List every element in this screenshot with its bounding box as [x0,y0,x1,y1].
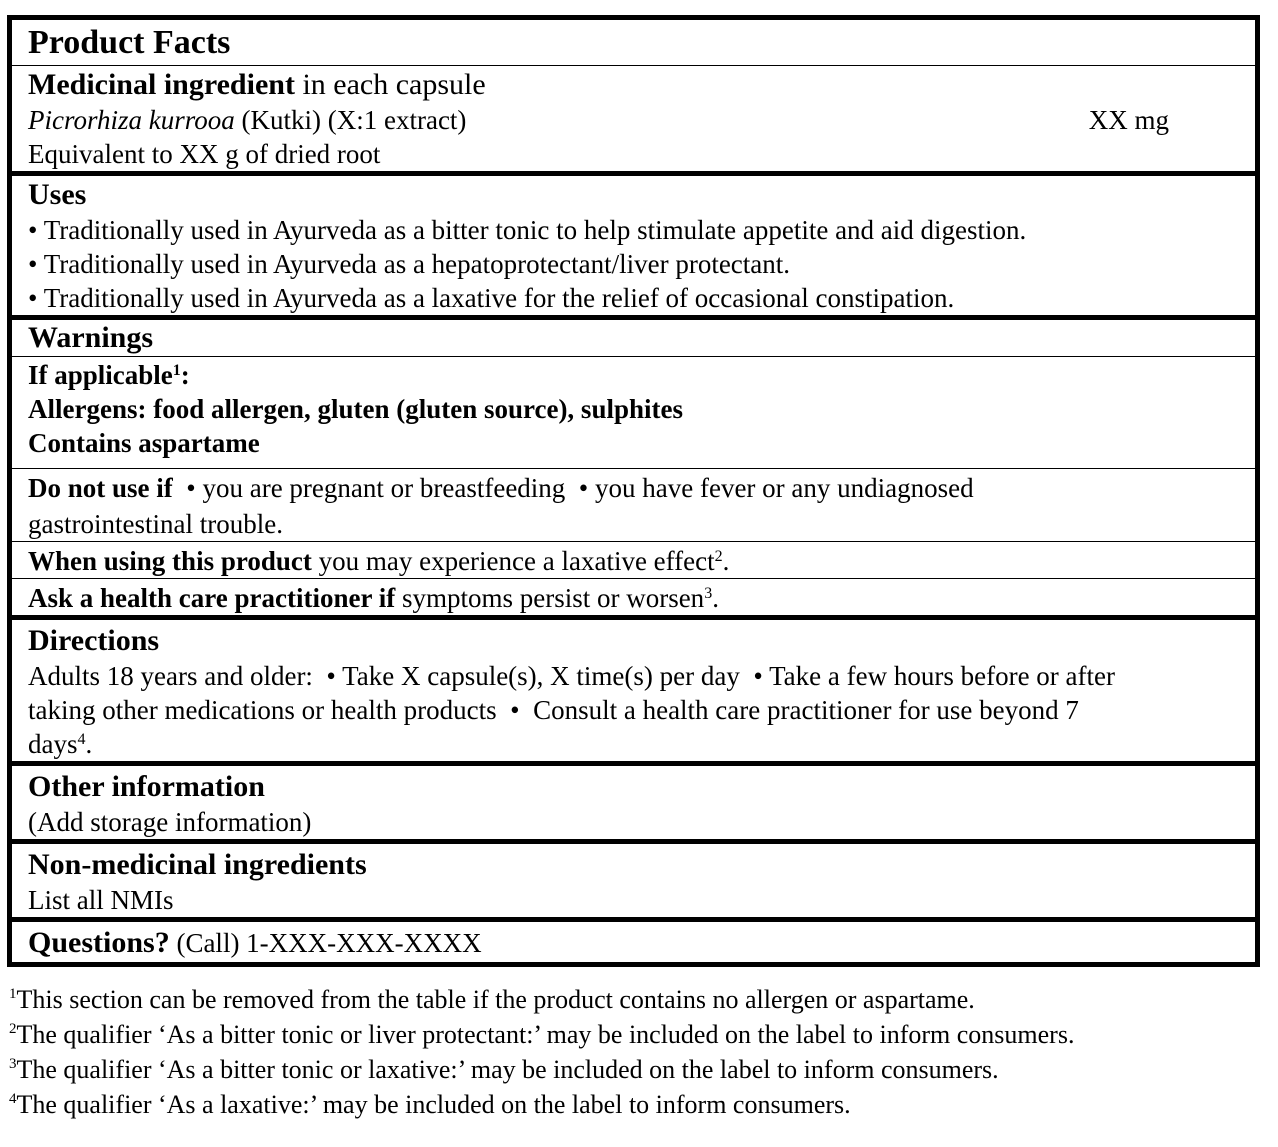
nmi-section [12,839,1255,917]
other-info-section [12,761,1255,839]
questions-line [28,924,1239,962]
directions-heading: Directions [28,624,160,657]
ask-practitioner-label: Ask a health care practitioner if [28,583,396,613]
do-not-use-text: • you are pregnant or breastfeeding • you have fever or any undiagnosed [172,473,974,503]
uses-section [12,171,1255,315]
do-not-use-line-2: gastrointestinal trouble. [28,509,283,539]
do-not-use-line [28,470,1239,507]
equivalent-line: Equivalent to XX g of dried root [28,139,381,169]
if-applicable-text: If applicable [28,360,173,390]
footnote-text: This section can be removed from the table if the product contains no allergen or aspartame. [16,985,975,1014]
medicinal-heading-bold: Medicinal ingredient [28,68,295,101]
product-facts-label [7,15,1260,967]
footnote-text: The qualifier ‘As a bitter tonic or liver protectant:’ may be included on the label to inform consumers. [16,1020,1075,1049]
footnote-number: 3 [9,1056,17,1072]
footnote [9,1017,1269,1052]
label-title: Product Facts [28,24,231,61]
medicinal-heading-rest: in each capsule [294,68,486,101]
do-not-use-label: Do not use if [28,473,173,503]
period: . [722,546,730,576]
period: . [85,729,93,759]
footnote-number: 2 [9,1021,17,1037]
allergens-section [12,356,1255,468]
footnote-text: The qualifier ‘As a laxative:’ may be included on the label to inform consumers. [16,1090,851,1119]
nmi-text: List all NMIs [28,885,174,915]
footnote-number: 4 [9,1091,17,1107]
questions-label: Questions? [28,926,170,959]
when-using-line [28,544,1239,578]
questions-section [12,917,1255,962]
footnote-ref: 3 [704,585,713,602]
when-using-section [12,541,1255,578]
footnote-text: The qualifier ‘As a bitter tonic or laxative:’ may be included on the label to inform consumers. [16,1055,999,1084]
allergens-line: Allergens: food allergen, gluten (gluten source), sulphites [28,394,683,424]
ask-practitioner-section [12,578,1255,615]
period: . [712,583,719,613]
uses-heading: Uses [28,178,87,211]
aspartame-line: Contains aspartame [28,428,260,458]
footnote-number: 1 [9,986,17,1002]
uses-item: • Traditionally used in Ayurveda as a hepatoprotectant/liver protectant. [28,249,791,279]
other-info-text: (Add storage information) [28,807,312,837]
footnotes [9,982,1269,1122]
medicinal-section [12,65,1255,171]
do-not-use-section [12,468,1255,541]
title-section [12,20,1255,65]
if-applicable-line [28,358,1239,392]
warnings-heading: Warnings [28,321,154,354]
warnings-heading-section [12,315,1255,356]
footnote-ref: 2 [714,548,723,565]
footnote [9,982,1269,1017]
ask-practitioner-text: symptoms persist or worsen [395,583,705,613]
uses-item: • Traditionally used in Ayurveda as a laxative for the relief of occasional constipation. [28,283,955,313]
directions-line: Adults 18 years and older: • Take X capsule(s), X time(s) per day • Take a few hours before or after [28,661,1116,691]
questions-phone: (Call) 1-XXX-XXX-XXXX [169,928,482,958]
ask-practitioner-line [28,581,1239,615]
when-using-label: When using this product [28,546,312,576]
directions-line-3-text: days [28,729,78,759]
nmi-heading: Non-medicinal ingredients [28,848,367,881]
footnote [9,1087,1269,1122]
if-applicable-colon: : [180,360,190,390]
footnote-ref: 4 [77,731,86,748]
other-info-heading: Other information [28,770,265,803]
directions-line [28,727,1239,761]
directions-line: taking other medications or health products • Consult a health care practitioner for use beyond 7 [28,695,1079,725]
ingredient-species: Picrorhiza kurrooa [28,105,235,135]
ingredient-detail: (Kutki) (X:1 extract) [234,105,467,135]
ingredient-amount: XX mg [1088,105,1169,135]
footnote [9,1052,1269,1087]
uses-item: • Traditionally used in Ayurveda as a bitter tonic to help stimulate appetite and aid digestion. [28,215,1027,245]
medicinal-heading [28,67,1239,103]
directions-section [12,615,1255,761]
footnote-ref: 1 [172,362,181,379]
when-using-text: you may experience a laxative effect [311,546,715,576]
ingredient-row [28,103,1239,137]
